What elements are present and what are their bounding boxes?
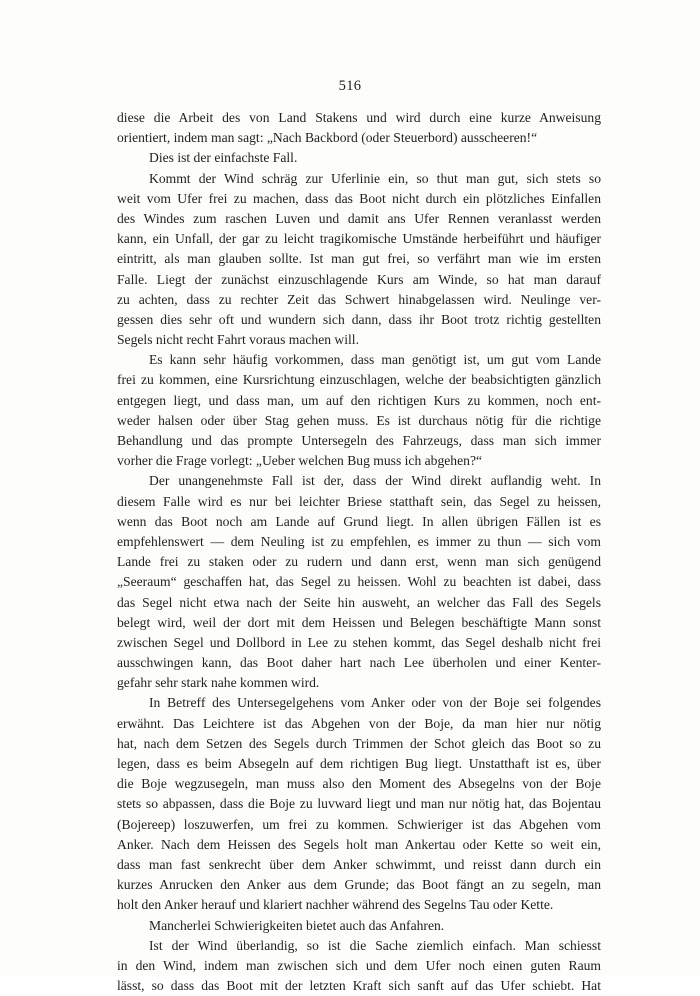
text-line: (Bojereep) loszuwerfen, um frei zu kommen. Schwieriger ist das Abgehen vom (117, 816, 601, 832)
text-line: weder halsen oder über Stag gehen muss. Es ist durchaus nötig für die richtige (117, 412, 601, 428)
text-line: Dies ist der einfachste Fall. (149, 150, 298, 166)
text-line: empfehlenswert — dem Neuling ist zu empfehlen, es immer zu thun — sich vom (117, 533, 601, 549)
text-line: erwähnt. Das Leichtere ist das Abgehen von der Boje, da man hier nur nötig (117, 715, 601, 731)
text-line: dass man fast senkrecht über dem Anker schwimmt, und reisst dann durch ein (117, 856, 601, 872)
text-line: diese die Arbeit des von Land Stakens und wird durch eine kurze Anweisung (117, 110, 601, 125)
body-text (117, 108, 601, 996)
text-line: lässt, so dass das Boot mit der letzten Kraft sich sanft auf das Ufer schiebt. Hat (117, 978, 601, 994)
text-line: Der unangenehmste Fall ist der, dass der Wind direkt auflandig weht. In (149, 473, 601, 489)
text-line: zwischen Segel und Dollbord in Lee zu stehen kommt, das Segel deshalb nicht frei (117, 634, 601, 650)
text-line: zu achten, dass zu rechter Zeit das Schwert hinabgelassen wird. Neulinge ver- (117, 291, 601, 307)
text-line: belegt wird, weil der dort mit dem Heissen und Belegen beschäftigte Mann sonst (117, 614, 601, 630)
text-line: entgegen liegt, und dass man, um auf den richtigen Kurs zu kommen, noch ent- (117, 392, 601, 408)
text-line: „Seeraum“ geschaffen hat, das Segel zu heissen. Wohl zu beachten ist dabei, dass (117, 574, 601, 590)
text-line: die Boje wegzusegeln, man muss also den Moment des Absegelns von der Boje (117, 776, 601, 792)
text-line: stets so abpassen, dass die Boje zu luvward liegt und man nur nötig hat, das Bojentau (117, 796, 601, 812)
text-line: wenn das Boot noch am Lande auf Grund liegt. In allen übrigen Fällen ist es (117, 513, 601, 529)
text-line: Lande frei zu staken oder zu rudern und dann erst, wenn man sich genügend (117, 554, 601, 570)
text-line: gessen dies sehr oft und wundern sich dann, dass ihr Boot trotz richtig gestellten (117, 311, 601, 327)
text-line: Mancherlei Schwierigkeiten bietet auch das Anfahren. (149, 917, 445, 933)
text-line: in den Wind, indem man zwischen sich und dem Ufer noch einen guten Raum (117, 957, 601, 973)
text-line: Behandlung und das prompte Untersegeln des Fahrzeugs, dass man sich immer (117, 433, 601, 448)
page-number: 516 (338, 78, 362, 94)
text-line: kann, ein Unfall, der gar zu leicht tragikomische Umstände herbeiführt und häufiger (117, 231, 601, 247)
text-line: das Segel nicht etwa nach der Seite hin ausweht, an welcher das Fall des Segels (117, 594, 601, 610)
text-line: Segels nicht recht Fahrt voraus machen will. (117, 332, 359, 348)
text-line: kurzes Anrucken den Anker aus dem Grunde; das Boot fängt an zu segeln, man (117, 877, 601, 893)
text-line: weit vom Ufer frei zu machen, dass das Boot nicht durch ein plötzliches Einfallen (117, 190, 601, 206)
text-line: In Betreff des Untersegelgehens vom Anker oder von der Boje sei folgendes (149, 695, 601, 711)
text-line: Kommt der Wind schräg zur Uferlinie ein, so thut man gut, sich stets so (149, 170, 601, 186)
text-line: diesem Falle wird es nur bei leichter Briese statthaft sein, das Segel zu heissen, (117, 493, 601, 509)
text-line: vorher die Frage vorlegt: „Ueber welchen Bug muss ich abgehen?“ (117, 453, 483, 469)
text-line: Anker. Nach dem Heissen des Segels holt man Ankertau oder Kette so weit ein, (117, 836, 601, 852)
text-line: ausschwingen kann, das Boot daher hart nach Lee überholen und einer Kenter- (117, 655, 601, 671)
text-line: orientiert, indem man sagt: „Nach Backbord (oder Steuerbord) ausscheeren!“ (117, 130, 538, 146)
text-line: des Windes zum raschen Luven und damit ans Ufer Rennen veranlasst werden (117, 210, 601, 226)
text-line: frei zu kommen, eine Kursrichtung einzuschlagen, welche der beabsichtigten gänzlich (117, 372, 601, 388)
text-line: eintritt, als man glauben sollte. Ist man gut frei, so verfährt man wie im ersten (117, 251, 601, 267)
text-line: Es kann sehr häufig vorkommen, dass man genötigt ist, um gut vom Lande (149, 352, 601, 368)
text-line: Ist der Wind überlandig, so ist die Sache ziemlich einfach. Man schiesst (149, 937, 601, 953)
text-line: legen, dass es beim Absegeln auf dem richtigen Bug liegt. Unstatthaft ist es, über (117, 756, 601, 771)
text-line: Falle. Liegt der zunächst einzuschlagende Kurs am Winde, so hat man darauf (117, 271, 601, 287)
text-line: hat, nach dem Setzen des Segels durch Trimmen der Schot gleich das Boot so zu (117, 735, 601, 751)
text-line: gefahr sehr stark nahe kommen wird. (117, 675, 320, 691)
text-line: holt den Anker herauf und klariert nachher während des Segelns Tau oder Kette. (117, 897, 554, 913)
